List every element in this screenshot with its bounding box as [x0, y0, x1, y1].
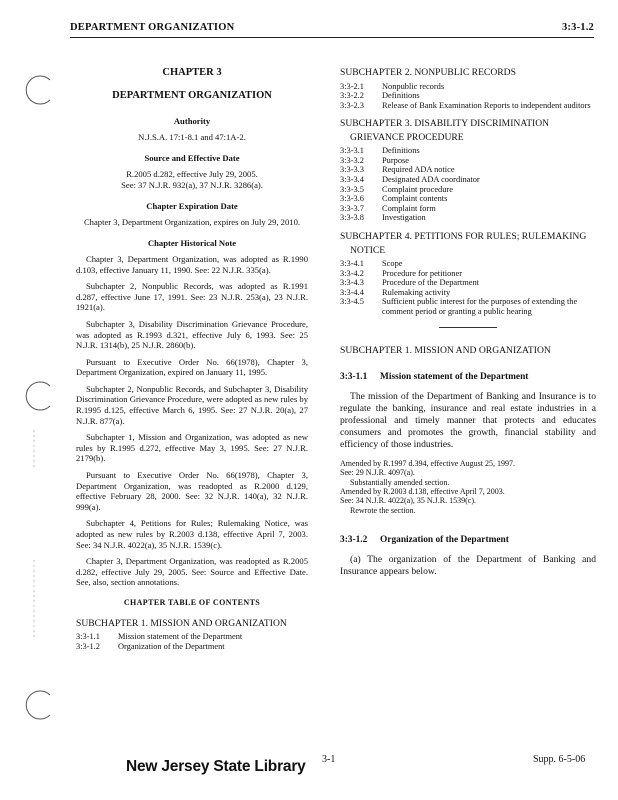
toc-entry-number: 3:3-3.2	[340, 155, 364, 165]
history-paragraph: Chapter 3, Department Organization, was adopted as R.1990 d.103, effective January 11, 1990. See: 22 N.J.R. 335(a).	[76, 253, 308, 275]
page-number: 3-1	[322, 754, 336, 765]
section-body: The mission of the Department of Banking and Insurance is to regulate the banking, insurance and real estate industries in a professional and timely manner that protects and educates consumers and promotes the growth, financial stability and efficiency of those industries.	[340, 390, 596, 450]
toc-entry-number: 3:3-4.3	[340, 278, 364, 288]
history-line: Amended by R.2003 d.138, effective April 7, 2003.	[340, 486, 505, 496]
toc-entry-title: Required ADA notice	[382, 165, 455, 175]
history-paragraph: Pursuant to Executive Order No. 66(1978), Chapter 3, Department Organization, expired on January 11, 1995.	[76, 356, 308, 378]
chapter-number: CHAPTER 3	[162, 67, 222, 78]
toc-subchapter-3-title-cont: GRIEVANCE PROCEDURE	[350, 131, 464, 143]
binder-hole-bottom	[26, 691, 50, 719]
toc-entry-title: Scope	[382, 259, 403, 269]
toc-subchapter-4-title: SUBCHAPTER 4. PETITIONS FOR RULES; RULEMAKING	[340, 231, 587, 243]
toc-entry-title: Rulemaking activity	[382, 287, 451, 297]
toc-entry-number: 3:3-1.2	[76, 641, 100, 651]
toc-entry-number: 3:3-2.2	[340, 91, 364, 101]
toc-subchapter-4-title-cont: NOTICE	[350, 244, 386, 256]
binder-hole-middle	[26, 382, 50, 410]
section-divider	[439, 327, 497, 328]
history-paragraph: Subchapter 3, Disability Discrimination Grievance Procedure, was adopted as R.1993 d.321, effective July 6, 1993. See: 25 N.J.R. 1314(b), 25 N.J.R. 2860(b).	[76, 318, 308, 351]
supplement-date: Supp. 6-5-06	[533, 754, 586, 765]
toc-entry[interactable]	[340, 82, 596, 92]
toc-subchapter-1-title: SUBCHAPTER 1. MISSION AND ORGANIZATION	[76, 617, 287, 629]
section-title: Organization of the Department	[380, 535, 509, 546]
section-title: Mission statement of the Department	[380, 372, 529, 383]
running-header	[70, 22, 594, 36]
toc-entry-number: 3:3-4.2	[340, 268, 364, 278]
toc-entry-number: 3:3-3.5	[340, 184, 364, 194]
chapter-title: DEPARTMENT ORGANIZATION	[112, 89, 272, 101]
toc-entry-number: 3:3-3.3	[340, 165, 364, 175]
left-column	[76, 68, 308, 651]
binder-holes	[0, 0, 70, 800]
toc-entry-title: Complaint form	[382, 203, 436, 213]
history-paragraph: Subchapter 2, Nonpublic Records, and Subchapter 3, Disability Discrimination Grievance Procedure, were adopted as new rules by R.1995 d.125, effective March 6, 1995. See: 27 N.J.R. 20(a), 27 N.J.R. 877(a).	[76, 383, 308, 426]
section-history	[340, 459, 596, 515]
history-paragraph: Chapter 3, Department Organization, was readopted as R.2005 d.282, effective July 29, 2005. See: Source and Effective Date. See, also, section annotations.	[76, 556, 308, 588]
history-line: Substantially amended section.	[350, 477, 450, 487]
source-line-1: R.2005 d.282, effective July 29, 2005.	[126, 168, 258, 179]
toc-entry[interactable]	[340, 269, 596, 279]
toc-entry-title: Organization of the Department	[118, 641, 225, 651]
toc-entry[interactable]	[340, 101, 596, 111]
toc-entry-title: Designated ADA coordinator	[382, 175, 480, 185]
toc-entry-title: Complaint contents	[382, 194, 448, 204]
right-column	[340, 68, 596, 586]
toc-entry-title: Nonpublic records	[382, 81, 445, 91]
history-paragraph: Subchapter 1, Mission and Organization, was adopted as new rules by R.1995 d.272, effective May 3, 1995. See: 27 N.J.R. 2179(b).	[76, 432, 308, 464]
toc-entry-title: Investigation	[382, 213, 426, 223]
toc-entry-number: 3:3-3.6	[340, 194, 364, 204]
header-rule	[70, 37, 594, 38]
history-paragraph: Subchapter 2, Nonpublic Records, was adopted as R.1991 d.287, effective June 17, 1991. See: 23 N.J.R. 253(a), 23 N.J.R. 1921(a).	[76, 281, 308, 313]
library-stamp: New Jersey State Library	[126, 758, 306, 775]
toc-entry-number: 3:3-4.4	[340, 287, 364, 297]
toc-heading: CHAPTER TABLE OF CONTENTS	[123, 597, 261, 607]
toc-entry-title: Definitions	[382, 91, 420, 101]
toc-entry-title: Purpose	[382, 155, 409, 165]
toc-entry-title: Sufficient public interest for the purposes of extending the comment period or granting a public hearing	[382, 297, 578, 316]
toc-entry[interactable]	[76, 642, 308, 652]
history-line: See: 34 N.J.R. 4022(a), 35 N.J.R. 1539(c).	[340, 496, 476, 506]
history-heading: Chapter Historical Note	[147, 238, 237, 249]
history-line: Amended by R.1997 d.394, effective August 25, 1997.	[340, 458, 515, 468]
toc-entry-number: 3:3-3.4	[340, 175, 364, 185]
expiration-text: Chapter 3, Department Organization, expires on July 29, 2010.	[83, 216, 301, 227]
toc-entry-title: Release of Bank Examination Reports to independent auditors	[382, 100, 591, 110]
toc-entry-number: 3:3-3.8	[340, 213, 364, 223]
toc-entry[interactable]	[340, 146, 596, 156]
toc-entry[interactable]	[340, 156, 596, 166]
toc-entry-number: 3:3-3.1	[340, 146, 364, 156]
history-paragraph: Subchapter 4, Petitions for Rules; Rulemaking Notice, was adopted as new rules by R.2003 d.138, effective April 7, 2003. See: 34 N.J.R. 4022(a), 35 N.J.R. 1539(c).	[76, 518, 308, 550]
authority-text: N.J.S.A. 17:1-8.1 and 47:1A-2.	[138, 131, 246, 142]
toc-entry-title: Procedure for petitioner	[382, 268, 462, 278]
toc-entry[interactable]	[340, 213, 596, 223]
section-heading-3-3-1-1	[340, 372, 596, 383]
toc-entry[interactable]	[340, 204, 596, 214]
toc-entry[interactable]	[340, 297, 596, 316]
toc-entry[interactable]	[340, 194, 596, 204]
toc-entry-number: 3:3-4.1	[340, 259, 364, 269]
subchapter-1-heading: SUBCHAPTER 1. MISSION AND ORGANIZATION	[340, 344, 551, 356]
toc-entry-number: 3:3-2.1	[340, 81, 364, 91]
toc-subchapter-2-title: SUBCHAPTER 2. NONPUBLIC RECORDS	[340, 67, 516, 78]
toc-entry-title: Mission statement of the Department	[118, 632, 243, 642]
toc-entry[interactable]	[340, 185, 596, 195]
toc-entry[interactable]	[340, 259, 596, 269]
toc-entry-number: 3:3-1.1	[76, 632, 100, 642]
toc-entry[interactable]	[340, 175, 596, 185]
section-heading-3-3-1-2	[340, 535, 596, 546]
toc-entry-title: Complaint procedure	[382, 184, 453, 194]
section-number: 3:3-1.2	[340, 535, 368, 546]
header-title: DEPARTMENT ORGANIZATION	[70, 22, 235, 33]
toc-entry[interactable]	[340, 165, 596, 175]
toc-subchapter-3-title: SUBCHAPTER 3. DISABILITY DISCRIMINATION	[340, 118, 550, 130]
binder-hole-top	[26, 76, 50, 104]
toc-entry-title: Procedure of the Department	[382, 278, 479, 288]
toc-entry-title: Definitions	[382, 146, 420, 156]
history-line: Rewrote the section.	[350, 505, 416, 515]
section-body: (a) The organization of the Department of Banking and Insurance appears below.	[340, 553, 596, 577]
history-paragraph: Pursuant to Executive Order No. 66(1978), Chapter 3, Department Organization, was readopted as R.2000 d.129, effective February 28, 2000. See: 32 N.J.R. 140(a), 32 N.J.R. 999(a).	[76, 470, 308, 512]
expiration-heading: Chapter Expiration Date	[146, 201, 238, 212]
toc-entry[interactable]	[340, 278, 596, 288]
toc-entry-number: 3:3-3.7	[340, 203, 364, 213]
toc-entry[interactable]	[76, 632, 308, 642]
header-section-number: 3:3-1.2	[561, 22, 594, 33]
toc-entry-number: 3:3-4.5	[340, 297, 364, 307]
history-line: See: 29 N.J.R. 4097(a).	[340, 468, 415, 478]
section-number: 3:3-1.1	[340, 372, 368, 383]
toc-entry[interactable]	[340, 288, 596, 298]
toc-entry-number: 3:3-2.3	[340, 100, 364, 110]
authority-heading: Authority	[173, 116, 211, 127]
toc-entry[interactable]	[340, 91, 596, 101]
source-line-2: See: 37 N.J.R. 932(a), 37 N.J.R. 3286(a).	[121, 179, 263, 190]
source-heading: Source and Effective Date	[144, 153, 240, 164]
